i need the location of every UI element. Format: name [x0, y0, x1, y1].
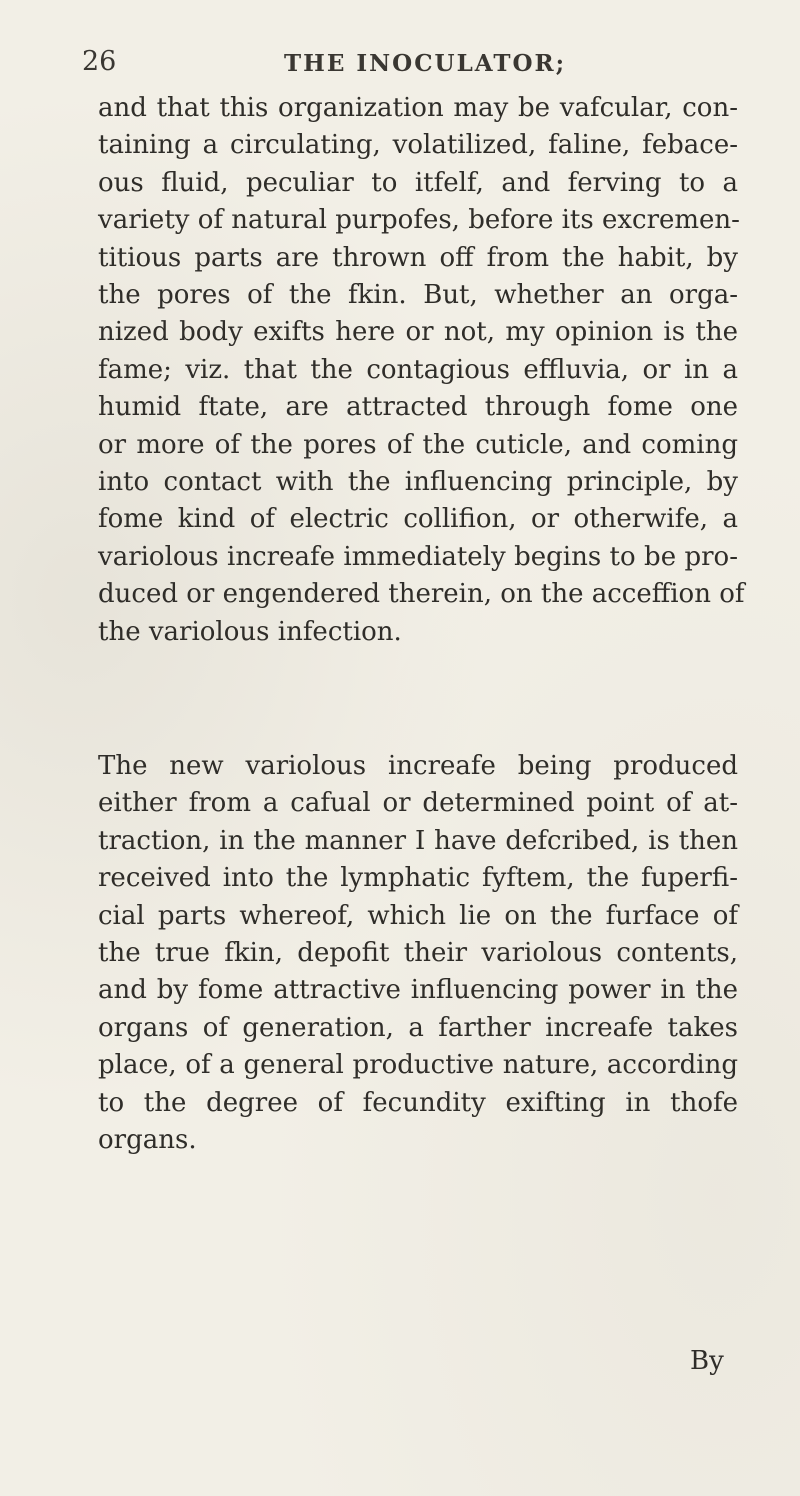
text-line: received into the lymphatic fyftem, the fuperfi-: [98, 863, 738, 894]
page-header: [82, 46, 742, 86]
text-line: organs.: [98, 1125, 197, 1156]
text-line: into contact with the influencing principle, by: [98, 467, 738, 498]
text-line: the variolous infection.: [98, 616, 402, 647]
text-line: titious parts are thrown off from the habit, by: [98, 242, 738, 273]
text-line: cial parts whereof, which lie on the furface of: [98, 900, 738, 931]
text-line: The new variolous increafe being produced: [98, 751, 738, 781]
text-line: duced or engendered therein, on the acceffion of: [98, 579, 745, 610]
text-line: and that this organization may be vafcular, con-: [98, 93, 738, 123]
text-line: humid ftate, are attracted through fome one: [98, 392, 738, 423]
text-line: ous fluid, peculiar to itfelf, and ferving to a: [98, 167, 738, 198]
text-line: traction, in the manner I have defcribed, is then: [98, 825, 738, 856]
paragraph-2: [98, 748, 738, 1159]
text-line: variolous increafe immediately begins to be pro-: [98, 541, 738, 572]
text-line: variety of natural purpofes, before its excremen-: [98, 205, 740, 236]
text-line: the pores of the fkin. But, whether an orga-: [98, 280, 738, 311]
text-line: to the degree of fecundity exifting in thofe: [98, 1087, 738, 1118]
text-line: taining a circulating, volatilized, faline, febace-: [98, 130, 738, 161]
text-line: or more of the pores of the cuticle, and coming: [98, 429, 738, 460]
text-line: organs of generation, a farther increafe takes: [98, 1012, 738, 1043]
text-line: place, of a general productive nature, according: [98, 1050, 738, 1081]
text-line: fome kind of electric collifion, or otherwife, a: [98, 504, 738, 535]
text-line: fame; viz. that the contagious effluvia, or in a: [98, 354, 738, 385]
running-head: THE INOCULATOR;: [284, 50, 567, 77]
text-line: and by fome attractive influencing power in the: [98, 975, 738, 1006]
catchword: By: [690, 1346, 724, 1376]
paragraph-1: [98, 90, 745, 651]
text-line: the true fkin, depofit their variolous contents,: [98, 938, 738, 969]
page-number: 26: [82, 46, 117, 77]
text-line: nized body exifts here or not, my opinion is the: [98, 317, 738, 348]
text-line: either from a cafual or determined point of at-: [98, 788, 738, 819]
